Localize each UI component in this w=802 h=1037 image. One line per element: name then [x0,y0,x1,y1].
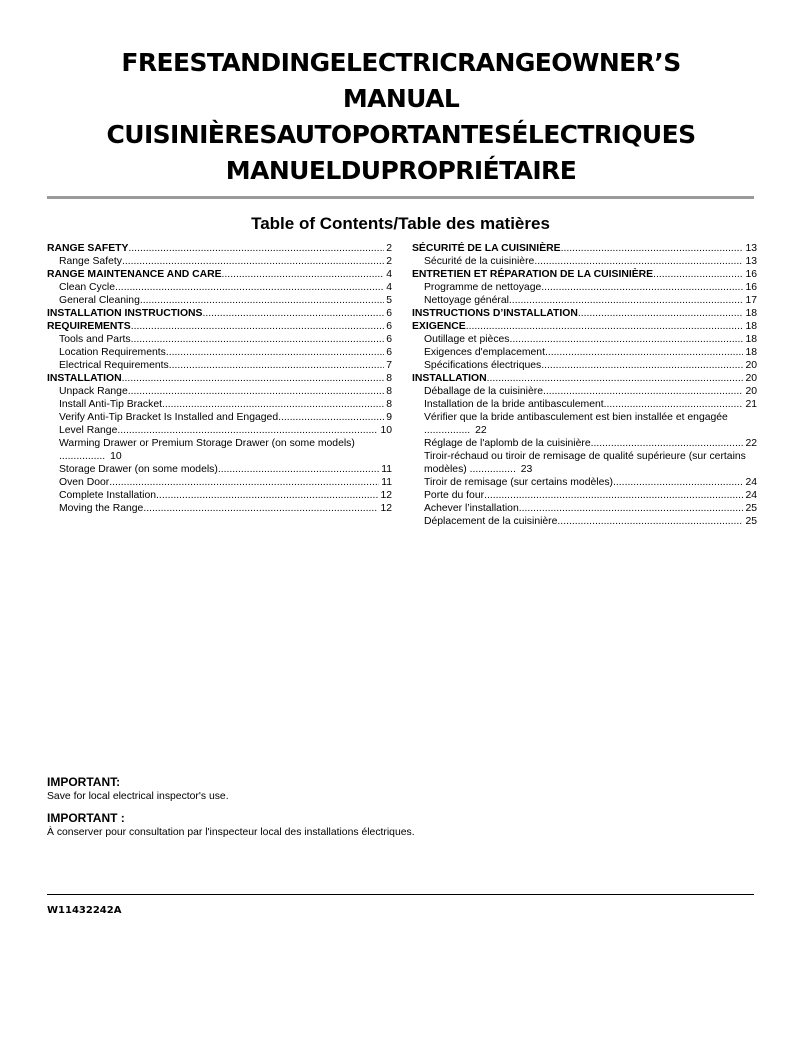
toc-entry-label: Unpack Range [59,386,128,397]
toc-dot-leader [169,359,384,372]
toc-entry-label: Porte du four [424,490,485,501]
toc-dot-leader [561,242,744,255]
toc-entry-page: 22 [475,425,487,436]
toc-entry-label: Range Safety [59,256,122,267]
toc-dot-leader [202,307,384,320]
toc-entry [47,424,392,437]
toc-dot-leader [122,255,384,268]
toc-dot-leader [122,372,385,385]
toc-entry [47,320,392,333]
important-notice-french [47,811,415,840]
toc-entry-label: Achever l’installation [424,503,519,514]
toc-dot-leader [484,489,743,502]
toc-dot-leader [543,385,743,398]
toc-entry [47,502,392,515]
toc-entry-page: 2 [386,256,392,267]
toc-entry-page: 11 [381,477,392,488]
toc-dot-leader [604,398,744,411]
toc-dot-leader [117,424,378,437]
toc-entry-page: 16 [745,269,757,280]
toc-entry-label: General Cleaning [59,295,140,306]
toc-dot-leader [131,333,385,346]
toc-entry-label: Réglage de l'aplomb de la cuisinière [424,438,591,449]
title-line-1: FREESTANDINGELECTRICRANGEOWNER’S [121,48,681,77]
toc-entry-page: 12 [380,503,392,514]
toc-dot-leader [557,515,743,528]
toc-entry-label: Install Anti-Tip Bracket [59,399,162,410]
toc-dot-leader [509,333,743,346]
toc-entry [412,255,757,268]
toc-entry-page: 23 [520,464,533,475]
toc-dot-leader [222,268,385,281]
title-line-3: CUISINIÈRESAUTOPORTANTESÉLECTRIQUES [106,120,696,149]
toc-entry-label: Location Requirements [59,347,166,358]
toc-entry-label: RANGE SAFETY [47,243,129,254]
toc-dot-leader [143,502,378,515]
important-heading-english: IMPORTANT: [47,775,121,789]
toc-entry [412,333,757,346]
important-text-french: À conserver pour consultation par l'inspecteur local des installations électriques. [47,827,415,838]
toc-entry-label: Electrical Requirements [59,360,169,371]
toc-dot-leader [109,476,379,489]
toc-dot-leader [140,294,384,307]
toc-entry-page: 7 [386,360,392,371]
toc-entry-page: 6 [386,334,392,345]
toc-entry-label: REQUIREMENTS [47,321,131,332]
toc-entry-page: 10 [110,451,122,462]
toc-entry-label: INSTALLATION INSTRUCTIONS [47,308,203,319]
toc-dot-leader [162,398,384,411]
document-code: W11432242A [47,905,122,916]
toc-dot-leader [545,346,743,359]
toc-entry-label: Oven Door [59,477,110,488]
toc-entry-label: ENTRETIEN ET RÉPARATION DE LA CUISINIÈRE [412,269,654,280]
toc-entry [412,398,757,411]
toc-entry [412,372,757,385]
toc-entry-label: Vérifier que la bride antibasculement est bien installée et engagée [424,412,728,423]
toc-dot-leader [278,411,384,424]
toc-entry-page: 13 [745,243,757,254]
toc-dot-leader [541,359,743,372]
toc-entry [47,398,392,411]
toc-entry-label: INSTRUCTIONS D’INSTALLATION [412,308,578,319]
title-divider [47,196,754,199]
toc-dot-leader [541,281,743,294]
toc-entry [47,411,392,424]
toc-entry-label: SÉCURITÉ DE LA CUISINIÈRE [412,243,561,254]
toc-entry-page: 11 [381,464,392,475]
toc-entry [47,463,392,476]
toc-entry-page: 4 [386,282,392,293]
toc-dot-leader [653,268,743,281]
toc-entry [47,255,392,268]
toc-entry-label: RANGE MAINTENANCE AND CARE [47,269,222,280]
title-line-4: MANUELDUPROPRIÉTAIRE [225,156,577,185]
toc-entry-page: 25 [745,516,757,527]
toc-entry [412,268,757,281]
toc-entry [47,294,392,307]
toc-entry-label: Tools and Parts [59,334,131,345]
toc-entry [412,489,757,502]
toc-entry-page: 12 [380,490,392,501]
toc-entry [47,268,392,281]
toc-entry-page: 22 [745,438,757,449]
toc-dot-leader [466,320,744,333]
toc-entry-label: Spécifications électriques [424,360,542,371]
toc-entry-page: 6 [386,347,392,358]
toc-dot-leader [487,372,744,385]
toc-entry [47,385,392,398]
toc-entry [47,242,392,255]
toc-entry-label: Sécurité de la cuisinière [424,256,535,267]
toc-dot-leader [613,476,743,489]
toc-entry [47,307,392,320]
toc-heading: Table of Contents/Table des matières [251,214,550,233]
toc-entry [47,333,392,346]
toc-entry [47,372,392,385]
important-notice-english [47,775,229,804]
toc-entry-label: Verify Anti-Tip Bracket Is Installed and Engaged [59,412,279,423]
toc-entry-page: 5 [386,295,392,306]
toc-entry [412,320,757,333]
toc-entry [412,281,757,294]
toc-entry-page: 8 [386,373,392,384]
toc-entry-page: 17 [745,295,757,306]
toc-entry [412,437,757,450]
toc-entry [412,307,757,320]
toc-entry-page: 13 [745,256,757,267]
toc-entry-label: INSTALLATION [47,373,122,384]
toc-entry: Vérifier que la bride antibasculement est bien installée et engagée ................ 22 [424,412,728,436]
toc-entry-page: 20 [745,373,757,384]
toc-entry [412,476,757,489]
toc-entry-label: Nettoyage général [424,295,509,306]
toc-entry-label: Déballage de la cuisinière [424,386,543,397]
toc-entry: Warming Drawer or Premium Storage Drawer (on some models) ................ 10 [59,438,355,462]
toc-entry-page: 25 [745,503,757,514]
toc-entry-label: Clean Cycle [59,282,116,293]
manual-title [40,45,762,189]
toc-entry [412,294,757,307]
toc-entry-page: 9 [386,412,392,423]
footer-divider [47,894,754,895]
toc-dot-leader [128,242,384,255]
toc-entry [47,281,392,294]
toc-entry-page: 18 [745,308,757,319]
toc-entry-label: Tiroir-réchaud ou tiroir de remisage de qualité supérieure (sur certains modèles) [424,451,746,475]
toc-entry-page: 6 [386,321,392,332]
toc-entry [412,385,757,398]
toc-entry-label: Programme de nettoyage [424,282,542,293]
toc-dot-leader [131,320,385,333]
toc-entry-page: 10 [380,425,392,436]
toc-entry-page: 20 [745,386,757,397]
toc-entry-label: Storage Drawer (on some models) [59,464,218,475]
toc-entry [412,515,757,528]
toc-dot-leader [519,502,744,515]
toc-entry-page: 8 [386,399,392,410]
toc-entry [47,476,392,489]
important-heading-french: IMPORTANT : [47,811,125,825]
toc-entry-label: Warming Drawer or Premium Storage Drawer (on some models) [59,438,355,449]
toc-entry [47,359,392,372]
toc-entry [47,489,392,502]
toc-dot-leader [591,437,744,450]
toc-dot-leader [534,255,743,268]
toc-entry-label: Outillage et pièces [424,334,510,345]
toc-entry-page: 16 [745,282,757,293]
toc-dot-leader [128,385,384,398]
toc-entry-page: 21 [745,399,757,410]
toc-entry: Tiroir-réchaud ou tiroir de remisage de qualité supérieure (sur certains modèles) ................ 23 [424,451,746,475]
toc-entry [412,359,757,372]
toc-dot-leader [509,294,744,307]
toc-entry-label: Level Range [59,425,118,436]
toc-entry [47,346,392,359]
title-line-2: MANUAL [342,84,460,113]
toc-entry-label: INSTALLATION [412,373,487,384]
toc-dot-leader [156,489,378,502]
toc-entry-page: 24 [745,477,757,488]
toc-entry-label: Exigences d'emplacement [424,347,545,358]
toc-entry-page: 8 [386,386,392,397]
important-text-english: Save for local electrical inspector's use. [47,791,229,802]
toc-entry-page: 20 [745,360,757,371]
toc-entry-page: 18 [745,347,757,358]
toc-entry [412,242,757,255]
toc-entry-label: EXIGENCE [412,321,466,332]
toc-dot-leader [166,346,384,359]
toc-dot-leader [115,281,384,294]
toc-column-english [47,242,392,515]
toc-entry-label: Complete Installation [59,490,157,501]
toc-entry-page: 4 [386,269,392,280]
toc-dot-leader [578,307,744,320]
toc-entry-page: 24 [745,490,757,501]
toc-entry-page: 18 [745,321,757,332]
toc-entry-label: Moving the Range [59,503,144,514]
toc-entry-page: 6 [386,308,392,319]
toc-dot-leader [218,463,379,476]
toc-entry-label: Tiroir de remisage (sur certains modèles) [424,477,614,488]
toc-entry-label: Installation de la bride antibasculement [424,399,604,410]
toc-entry [412,346,757,359]
toc-entry [412,502,757,515]
toc-entry-page: 18 [745,334,757,345]
toc-entry-page: 2 [386,243,392,254]
toc-entry-label: Déplacement de la cuisinière [424,516,558,527]
toc-column-french [412,242,757,528]
